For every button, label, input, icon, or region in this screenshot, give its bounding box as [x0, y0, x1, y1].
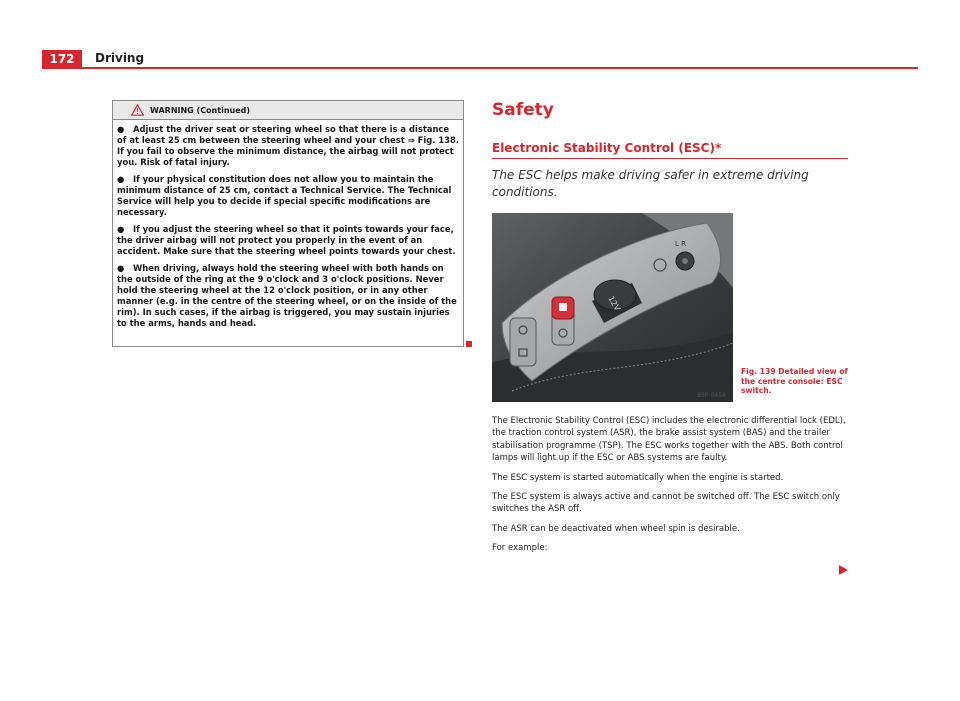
subsection-rule — [492, 158, 848, 159]
warning-item-text: When driving, always hold the steering wheel with both hands on the outside of the ring at the 9 o'clock and 3 o'clock positions. Never hold the steering wheel at the 12 o'clock position, or in any other manner (e.g. in the centre of the steering wheel, or on the inside of the rim). In such cases, if the airbag is triggered, you may sustain injuries to the arms, hands and head. — [117, 263, 457, 328]
intro-text: The ESC helps make driving safer in extreme driving conditions. — [492, 168, 809, 199]
figure-code: B5P-0458 — [697, 392, 726, 399]
warning-triangle-icon — [131, 104, 144, 116]
warning-item — [117, 124, 459, 168]
warning-item-text: Adjust the driver seat or steering wheel so that there is a distance of at least 25 cm between the steering wheel and your chest ⇒ Fig. 138. If you fail to observe the minimum distance, the airbag will not protect you. Risk of fatal injury. — [117, 124, 459, 167]
header-title: Driving — [95, 51, 145, 65]
figure-caption: Fig. 139 Detailed view of the centre console: ESC switch. — [741, 367, 848, 395]
body-paragraph: The ASR can be deactivated when wheel spin is desirable. — [492, 523, 740, 534]
warning-item — [117, 263, 459, 329]
figure-esc-switch — [492, 213, 733, 402]
body-paragraph: The ESC system is always active and cannot be switched off. The ESC switch only switches the ASR off. — [492, 492, 840, 515]
body-paragraph: The ESC system is started automatically when the engine is started. — [492, 472, 784, 483]
section-title: Safety — [492, 100, 554, 120]
header-rule — [42, 67, 918, 69]
svg-text:12V: 12V — [606, 294, 622, 313]
console-illustration — [492, 213, 733, 402]
body-paragraph: The Electronic Stability Control (ESC) includes the electronic differential lock (EDL), the traction control system (ASR), the brake assist system (BAS) and the trailer stabilisation programme (TSP). The ESC works together with the ABS. Both control lamps will light up if the ESC or ABS systems are faulty. — [492, 416, 846, 464]
continue-arrow-icon — [838, 565, 848, 575]
bullet: ● — [117, 263, 125, 273]
warning-header — [113, 101, 463, 120]
warning-item — [117, 174, 459, 218]
mirror-label: L R — [675, 240, 686, 248]
warning-item-text: If you adjust the steering wheel so that it points towards your face, the driver airbag will not protect you properly in the event of an accident. Make sure that the steering wheel points towards your chest. — [117, 224, 456, 256]
warning-item-text: If your physical constitution does not allow you to maintain the minimum distance of 25 cm, contact a Technical Service. The Technical Service will help you to decide if special specific modifications are necessary. — [117, 174, 452, 217]
warning-title: WARNING (Continued) — [150, 105, 251, 115]
section-end-marker — [466, 341, 472, 347]
subsection-title: Electronic Stability Control (ESC)* — [492, 141, 722, 155]
page-number: 172 — [42, 50, 82, 68]
body-text — [492, 415, 852, 562]
warning-body — [113, 120, 463, 329]
body-paragraph: For example: — [492, 543, 548, 554]
bullet: ● — [117, 124, 125, 134]
warning-box — [112, 100, 464, 347]
warning-item — [117, 224, 459, 257]
bullet: ● — [117, 174, 125, 184]
bullet: ● — [117, 224, 125, 234]
